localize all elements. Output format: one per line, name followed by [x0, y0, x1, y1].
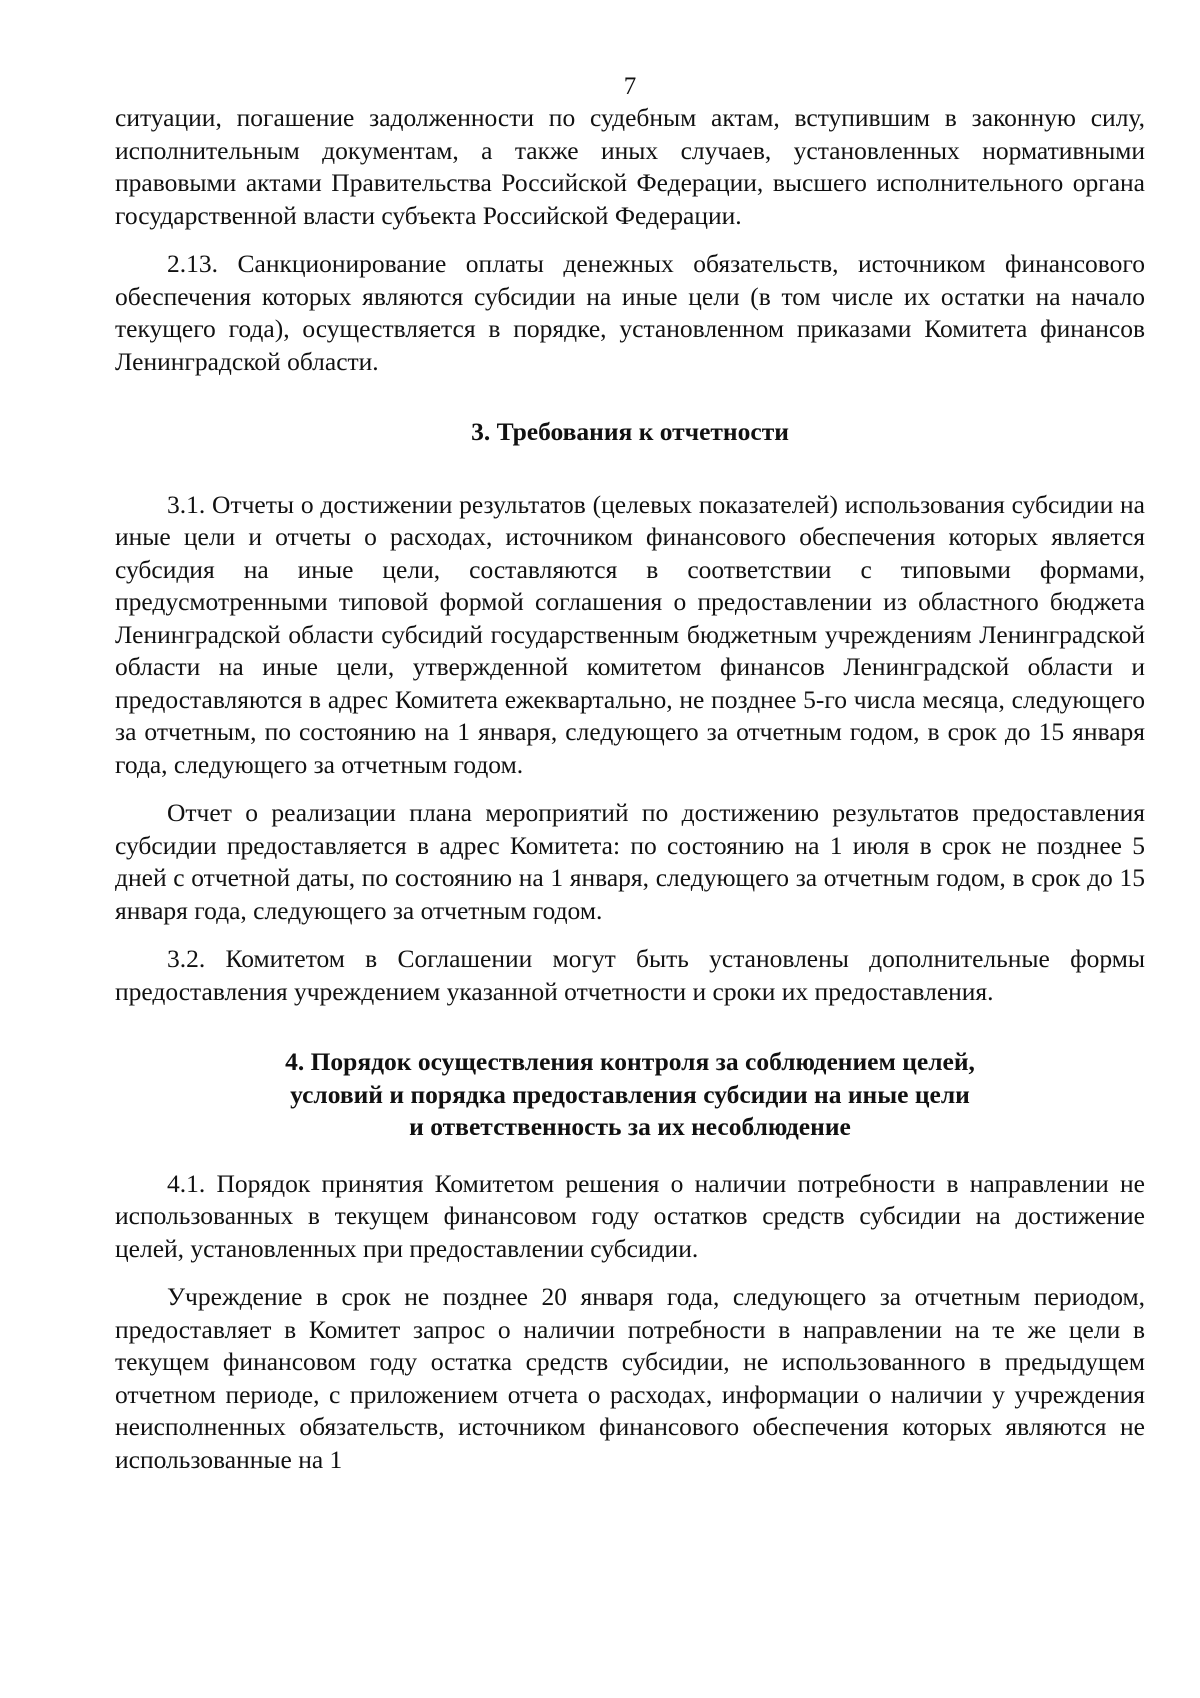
section-4-heading	[115, 1046, 1145, 1144]
section-3-heading: 3. Требования к отчетности	[471, 417, 789, 446]
document-page	[115, 72, 1145, 1476]
section-4-heading-line-1: 4. Порядок осуществления контроля за соблюдением целей,	[285, 1047, 975, 1076]
paragraph-4-1: 4.1. Порядок принятия Комитетом решения о наличии потребности в направлении не использованных в текущем финансовом году остатков средств субсидии на достижение целей, установленных при предоставлении субсидии.	[115, 1168, 1145, 1263]
section-4-heading-line-2: условий и порядка предоставления субсидии на иные цели	[290, 1079, 970, 1109]
paragraph-report-plan: Отчет о реализации плана мероприятий по достижению результатов предоставления субсидии предоставляется в адрес Комитета: по состоянию на 1 июля в срок не позднее 5 дней с отчетной даты, по состоянию на 1 января, следующего за отчетным годом, в срок до 15 января года, следующего за отчетным годом.	[115, 798, 1145, 925]
paragraph-3-1: 3.1. Отчеты о достижении результатов (целевых показателей) использования субсидии на иные цели и отчеты о расходах, источником финансового обеспечения которых является субсидия на иные цели, составляются в соответствии с типовыми формами, предусмотренными типовой формой соглашения о предоставлении из областного бюджета Ленинградской области субсидий государственным бюджетным учреждениям Ленинградской области на иные цели, утвержденной комитетом финансов Ленинградской области и предоставляются в адрес Комитета ежеквартально, не позднее 5-го числа месяца, следующего за отчетным, по состоянию на 1 января, следующего за отчетным годом, в срок до 15 января года, следующего за отчетным годом.	[115, 489, 1145, 779]
paragraph-institution-request: Учреждение в срок не позднее 20 января года, следующего за отчетным периодом, предоставляет в Комитет запрос о наличии потребности в направлении на те же цели в текущем финансовом году остатка средств субсидии, не использованного в предыдущем отчетном периоде, с приложением отчета о расходах, информации о наличии у учреждения неисполненных обязательств, источником финансового обеспечения которых являются не использованные на 1	[115, 1282, 1145, 1474]
paragraph-2-13: 2.13. Санкционирование оплаты денежных обязательств, источником финансового обеспечения которых являются субсидии на иные цели (в том числе их остатки на начало текущего года), осуществляется в порядке, установленном приказами Комитета финансов Ленинградской области.	[115, 249, 1145, 376]
section-4-heading-line-3: и ответственность за их несоблюдение	[409, 1112, 851, 1141]
page-number: 7	[623, 73, 637, 100]
paragraph-3-2: 3.2. Комитетом в Соглашении могут быть установлены дополнительные формы предоставления учреждением указанной отчетности и сроки их предоставления.	[115, 944, 1145, 1006]
paragraph-continuation: ситуации, погашение задолженности по судебным актам, вступившим в законную силу, исполнительным документам, а также иных случаев, установленных нормативными правовыми актами Правительства Российской Федерации, высшего исполнительного органа государственной власти субъекта Российской Федерации.	[115, 103, 1145, 230]
